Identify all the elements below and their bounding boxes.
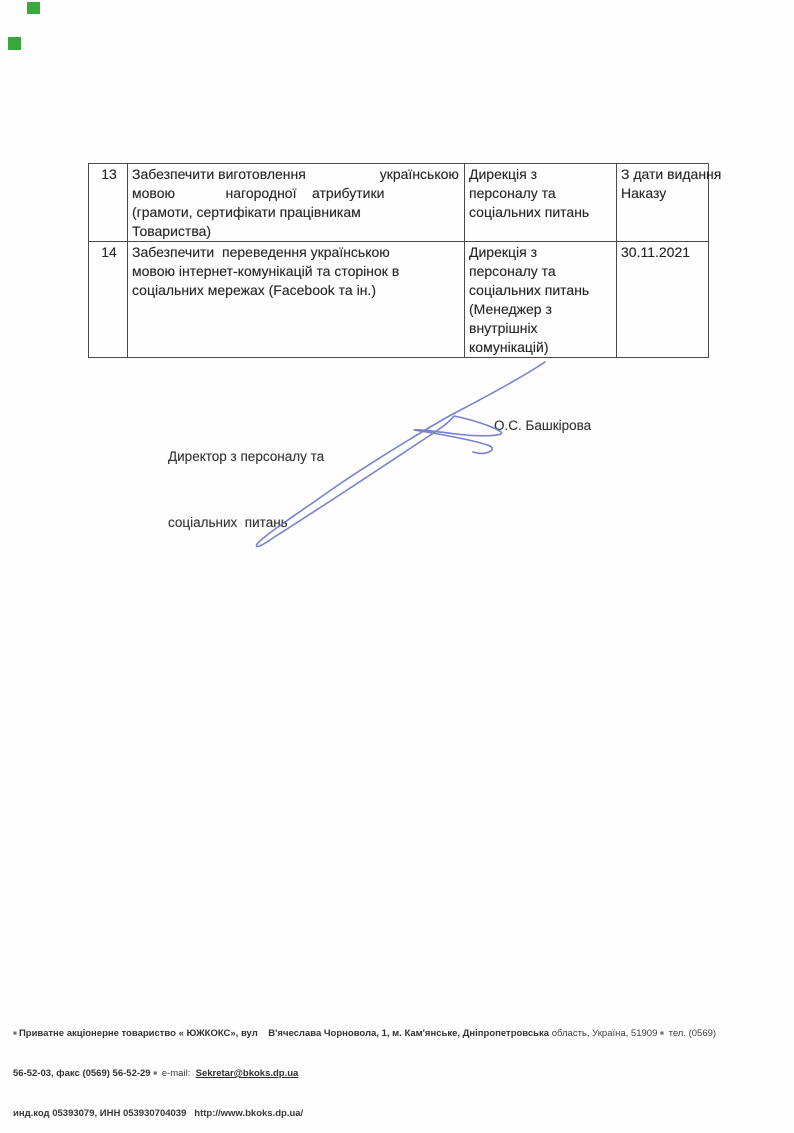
table-row: [89, 242, 709, 358]
row-number: 14: [101, 244, 117, 260]
signatory-name: О.С. Башкірова: [494, 418, 592, 433]
task-text-line: Забезпечити виготовлення українською: [132, 166, 459, 182]
task-text-line: мовою нагородної атрибутики: [132, 185, 385, 201]
row-number: 13: [101, 166, 117, 182]
footer-line-1: [13, 1027, 765, 1041]
row-number-cell: [89, 242, 128, 358]
term-text-line: З дати видання: [621, 166, 722, 182]
responsible-text-line: соціальних питань: [469, 282, 590, 298]
task-text-line: Забезпечити переведення українською: [132, 244, 390, 260]
responsible-text-line: соціальних питань: [469, 204, 590, 220]
signatory-title-line: Директор з персоналу та: [168, 449, 325, 464]
responsible-cell: [465, 164, 617, 242]
signatory-title-line: соціальних питань: [168, 515, 288, 530]
signatory-title: [168, 402, 324, 556]
footer-address-tail: область, Україна, 51909: [549, 1028, 660, 1039]
task-text-line: Товариства): [132, 223, 212, 239]
company-name-address: Приватне акціонерне товариство « ЮЖКОКС», вул В'ячеслава Чорновола, 1, м. Кам'янське, Дніпропетровська: [18, 1028, 550, 1039]
bullet-square-icon: ■: [153, 1070, 158, 1077]
footer-phone-numbers: 56-52-03, факс (0569) 56-52-29: [13, 1068, 154, 1079]
task-text-line: мовою інтернет-комунікацій та сторінок в: [132, 263, 400, 279]
footer-email-address: Sekretar@bkoks.dp.ua: [195, 1068, 299, 1079]
letterhead-footer: [13, 1001, 765, 1133]
responsible-text-line: персоналу та: [469, 263, 556, 279]
term-cell: [617, 164, 722, 242]
bullet-square-icon: ■: [660, 1030, 664, 1037]
responsible-text-line: Дирекція з: [469, 244, 538, 260]
footer-line-3: инд.код 05393079, ИНН 053930704039 http://www.bkoks.dp.ua/: [13, 1108, 304, 1119]
term-text-line: Наказу: [621, 185, 667, 201]
task-cell: [128, 242, 465, 358]
footer-phone-label: тел. (0569): [665, 1028, 717, 1039]
footer-line-2: [13, 1067, 765, 1081]
term-text-line: 30.11.2021: [621, 244, 691, 260]
task-text-line: (грамоти, сертифікати працівникам: [132, 204, 361, 220]
order-tasks-table: [88, 163, 722, 358]
table-row: [89, 164, 709, 242]
footer-email-label: e-mail:: [159, 1068, 196, 1079]
responsible-cell: [465, 242, 617, 358]
scan-marker-green-top: [27, 2, 40, 14]
responsible-text-line: комунікацій): [469, 339, 549, 355]
term-cell: [617, 242, 709, 358]
row-number-cell: [89, 164, 128, 242]
responsible-text-line: внутрішніх: [469, 320, 538, 336]
responsible-text-line: персоналу та: [469, 185, 556, 201]
task-cell: [128, 164, 465, 242]
scan-marker-green-left: [8, 37, 21, 50]
bullet-square-icon: ■: [13, 1030, 17, 1037]
task-text-line: соціальних мережах (Facebook та ін.): [132, 282, 376, 298]
responsible-text-line: (Менеджер з: [469, 301, 552, 317]
responsible-text-line: Дирекція з: [469, 166, 538, 182]
